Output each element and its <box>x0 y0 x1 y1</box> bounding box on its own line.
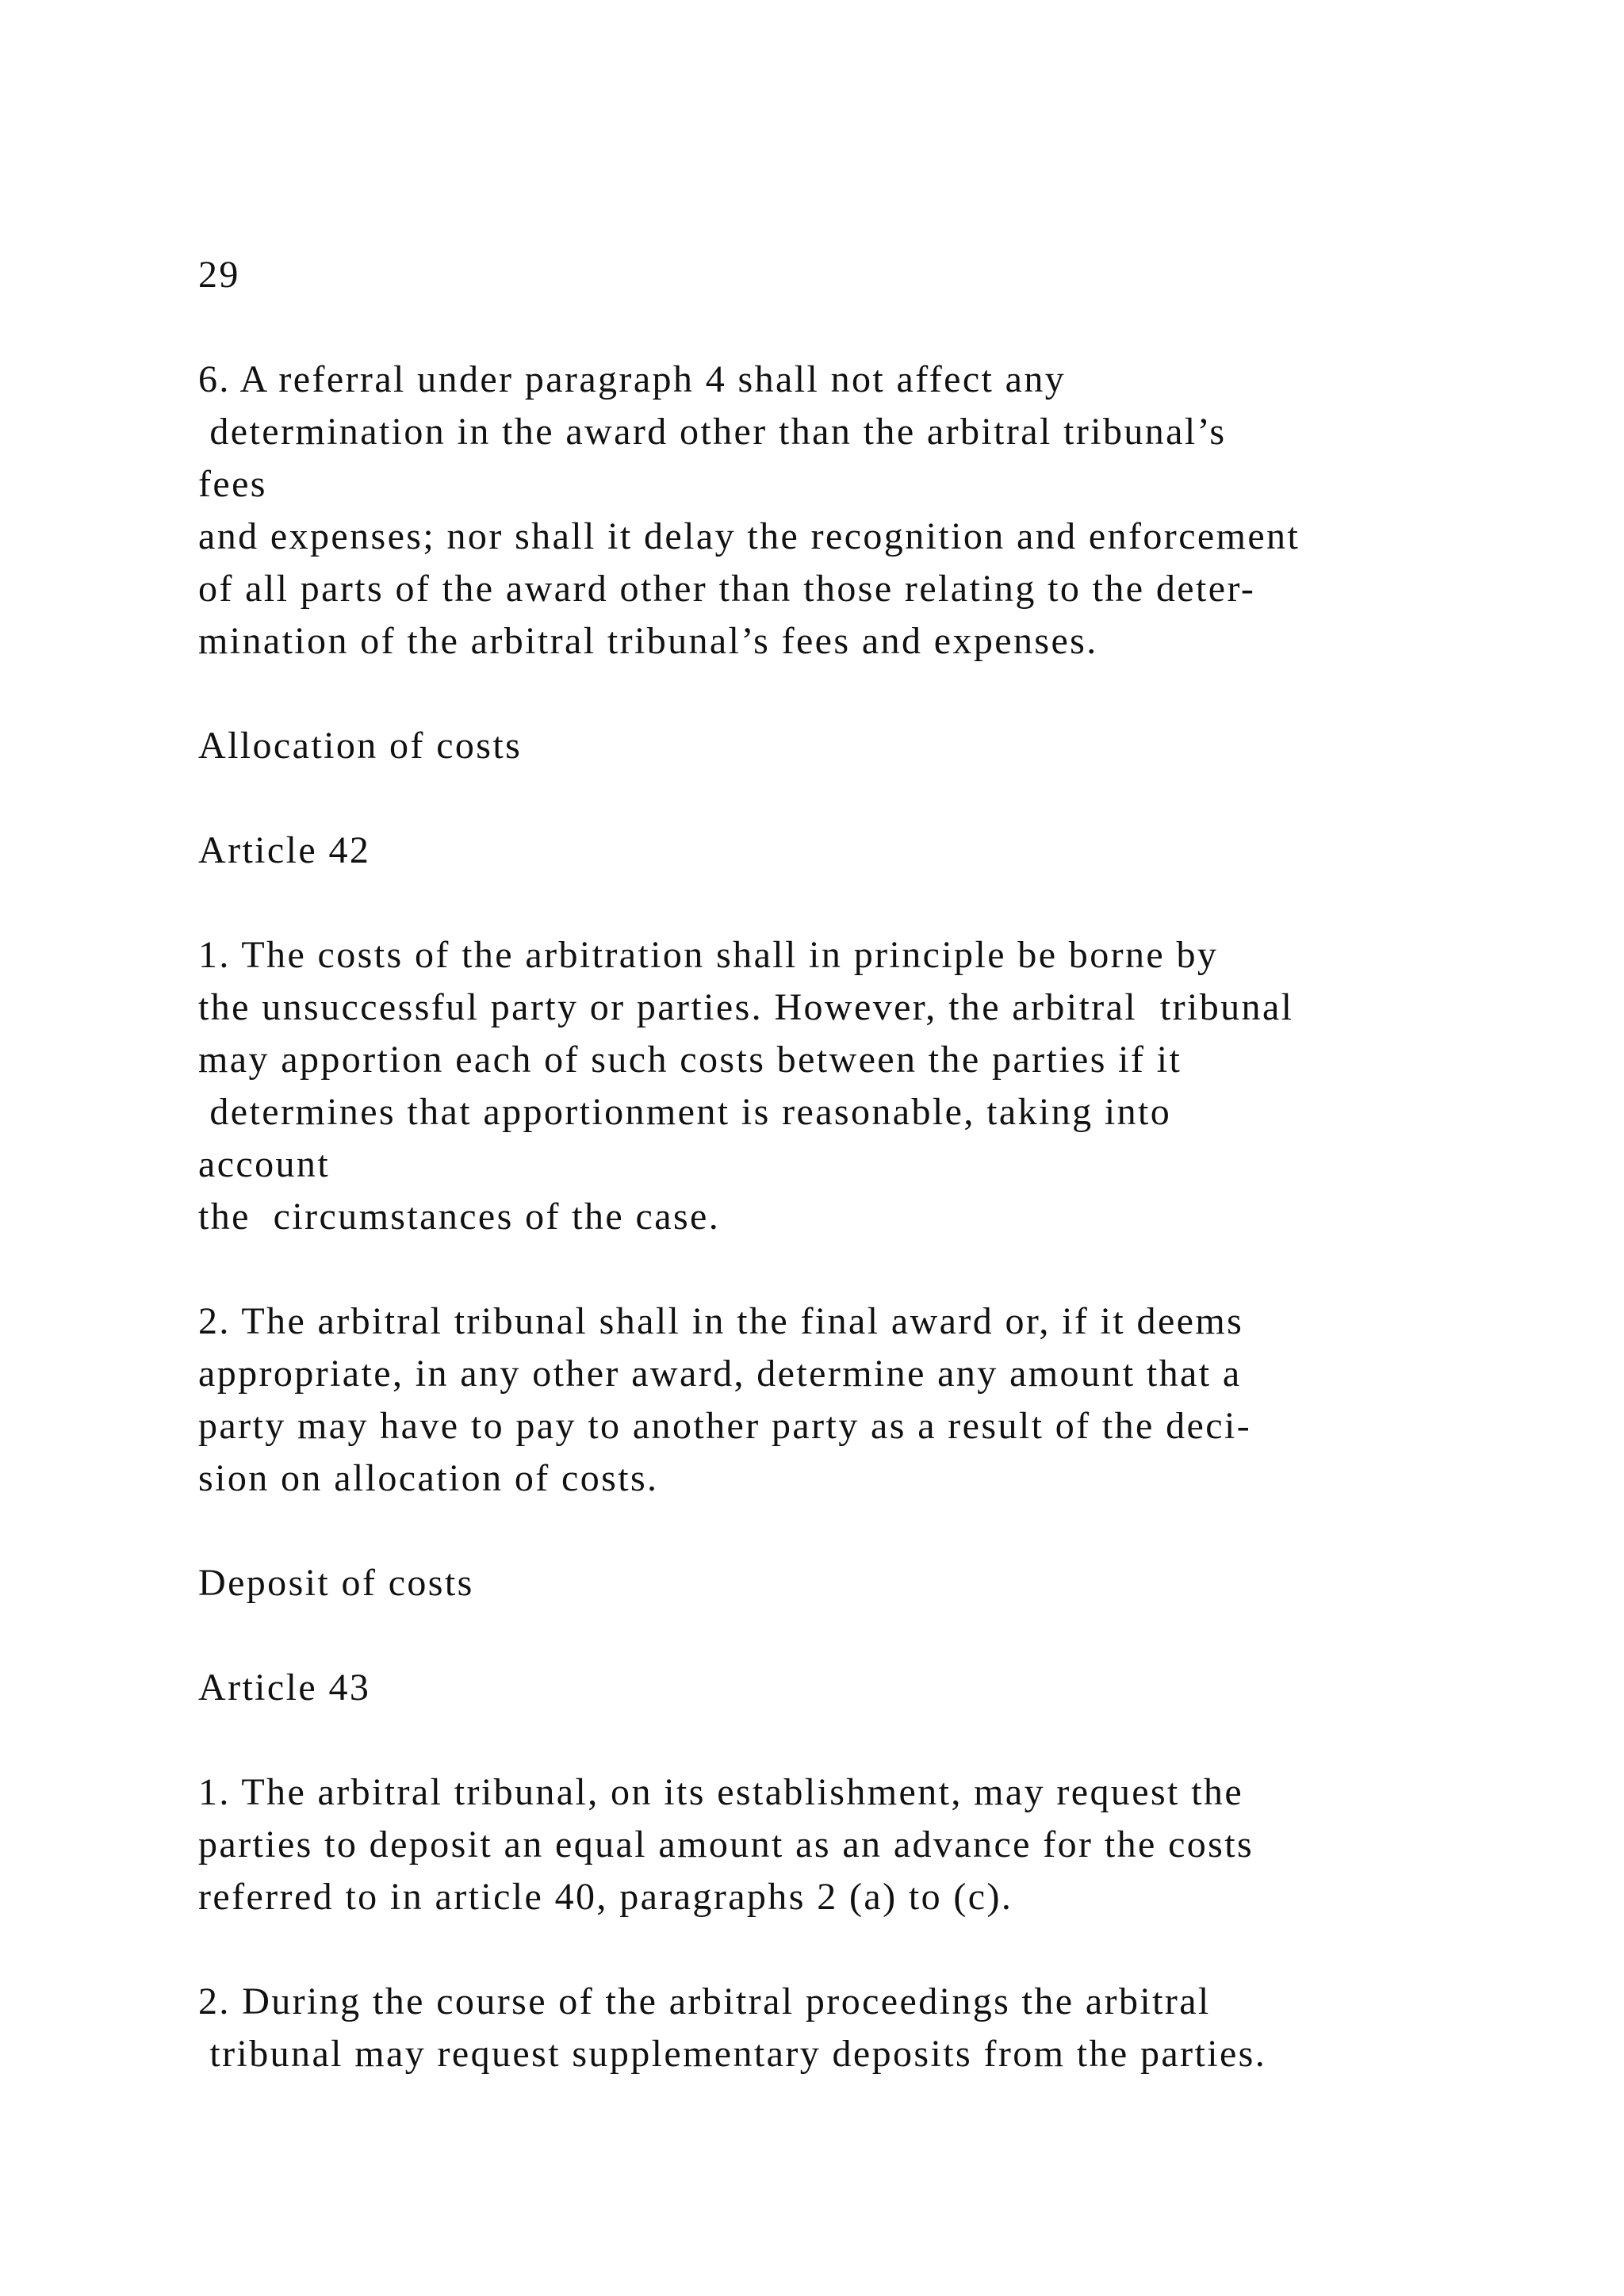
text-line: referred to in article 40, paragraphs 2 (a) to (c). <box>198 1876 1013 1918</box>
text-line: 6. A referral under paragraph 4 shall not affect any <box>198 358 1067 400</box>
text-line: 1. The costs of the arbitration shall in principle be borne by <box>198 934 1219 976</box>
section-heading: Deposit of costs <box>198 1562 474 1604</box>
text-line: of all parts of the award other than those relating to the deter- <box>198 568 1256 610</box>
page-number: 29 <box>198 254 240 296</box>
text-line: 1. The arbitral tribunal, on its establishment, may request the <box>198 1771 1244 1813</box>
text-line: fees <box>198 463 267 505</box>
text-line: and expenses; nor shall it delay the recognition and enforcement <box>198 515 1300 557</box>
text-line: account <box>198 1143 331 1185</box>
text-line: sion on allocation of costs. <box>198 1457 659 1499</box>
text-line: determines that apportionment is reasonable, taking into <box>198 1091 1172 1133</box>
text-line: party may have to pay to another party as a result of the deci- <box>198 1405 1252 1447</box>
text-line: the unsuccessful party or parties. However, the arbitral tribunal <box>198 986 1294 1028</box>
text-line: mination of the arbitral tribunal’s fees and expenses. <box>198 620 1098 662</box>
text-line: the circumstances of the case. <box>198 1196 721 1238</box>
text-line: may apportion each of such costs between the parties if it <box>198 1039 1182 1081</box>
section-heading: Allocation of costs <box>198 725 523 767</box>
text-line: parties to deposit an equal amount as an advance for the costs <box>198 1823 1254 1866</box>
article-heading: Article 42 <box>198 829 371 871</box>
text-line: 2. During the course of the arbitral proceedings the arbitral <box>198 1980 1211 2022</box>
article-heading: Article 43 <box>198 1667 371 1709</box>
text-line: tribunal may request supplementary deposits from the parties. <box>198 2033 1267 2075</box>
text-line: appropriate, in any other award, determine any amount that a <box>198 1353 1242 1395</box>
text-line: determination in the award other than the arbitral tribunal’s <box>198 411 1227 453</box>
text-line: 2. The arbitral tribunal shall in the final award or, if it deems <box>198 1300 1244 1342</box>
